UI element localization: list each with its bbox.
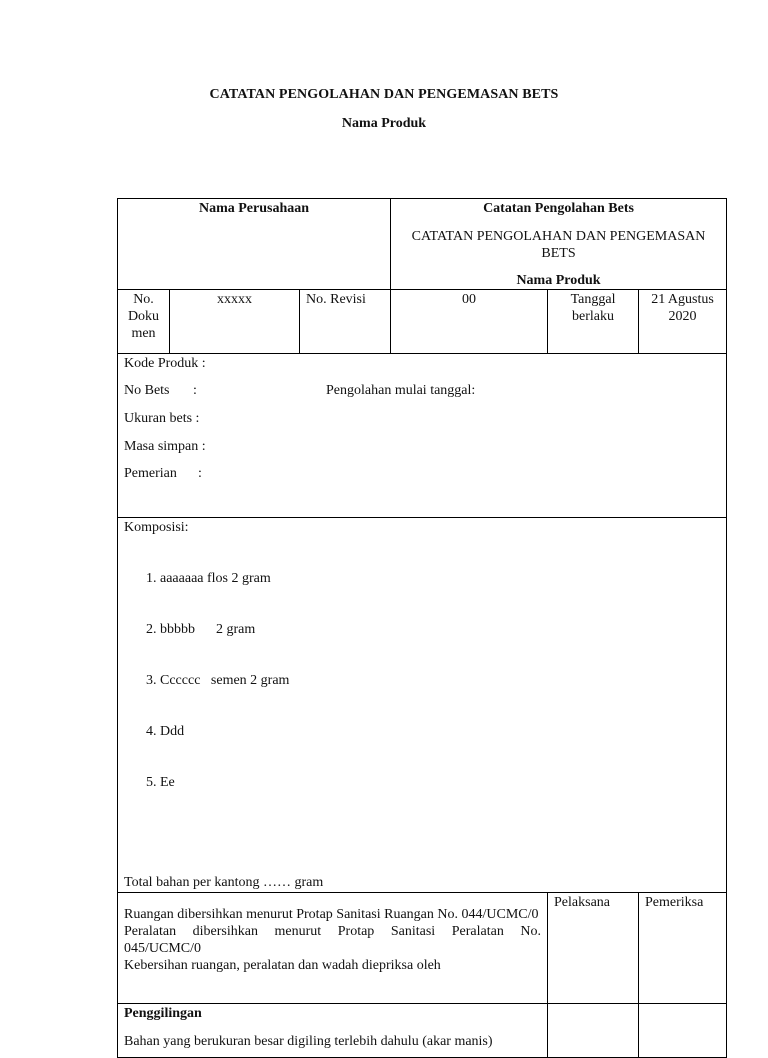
product-info-cell xyxy=(118,354,727,518)
revision-label-cell xyxy=(300,290,391,354)
product-info-row xyxy=(118,354,727,518)
cleanliness-check-text: Kebersihan ruangan, peralatan dan wadah diepriksa oleh xyxy=(124,958,441,973)
cleaning-text-cell xyxy=(118,893,548,1004)
composition-list xyxy=(124,536,720,825)
milling-row xyxy=(118,1004,727,1058)
effective-date-label-2: berlaku xyxy=(572,309,614,324)
milling-heading: Penggilingan xyxy=(124,1006,202,1021)
effective-date-value-2: 2020 xyxy=(668,309,697,324)
description-colon: : xyxy=(198,466,202,481)
revision-label: No. Revisi xyxy=(306,292,366,307)
doc-number-label-cell xyxy=(118,290,170,354)
description-label: Pemerian xyxy=(124,466,177,481)
composition-item: 5. Ee xyxy=(160,774,720,791)
effective-date-value-cell xyxy=(639,290,727,354)
batch-size-field: Ukuran bets : xyxy=(124,411,200,426)
effective-date-label-cell xyxy=(548,290,639,354)
composition-item: 2. bbbbb 2 gram xyxy=(160,621,720,638)
executor-label: Pelaksana xyxy=(554,895,610,910)
effective-date-value-1: 21 Agustus xyxy=(651,292,714,307)
batch-record-table xyxy=(117,198,727,1058)
composition-row xyxy=(118,518,727,893)
document-info-row xyxy=(118,290,727,354)
milling-text: Bahan yang berukuran besar digiling terlebih dahulu (akar manis) xyxy=(124,1034,493,1049)
total-material-field: Total bahan per kantong …… gram xyxy=(124,875,324,890)
shelf-life-field: Masa simpan : xyxy=(124,439,206,454)
doc-number-label-3: men xyxy=(131,326,156,341)
doc-number-label-1: No. xyxy=(133,292,154,307)
processing-start-date-field: Pengolahan mulai tanggal: xyxy=(326,383,476,398)
checker-cell xyxy=(639,893,727,1004)
composition-item: 3. Cccccc semen 2 gram xyxy=(160,672,720,689)
header-row xyxy=(118,199,727,290)
batch-number-line xyxy=(124,382,720,399)
milling-checker-cell xyxy=(639,1004,727,1058)
doc-number-value: xxxxx xyxy=(217,292,252,307)
document-title: CATATAN PENGOLAHAN DAN PENGEMASAN BETS xyxy=(209,87,559,102)
cleaning-row xyxy=(118,893,727,1004)
batch-number-label: No Bets xyxy=(124,383,170,398)
record-title-cell xyxy=(391,199,727,290)
description-line xyxy=(124,465,720,482)
checker-label: Pemeriksa xyxy=(645,895,704,910)
milling-cell xyxy=(118,1004,548,1058)
executor-cell xyxy=(548,893,639,1004)
record-product-name: Nama Produk xyxy=(516,273,601,288)
record-title: CATATAN PENGOLAHAN DAN PENGEMASAN BETS xyxy=(411,229,706,261)
batch-number-colon: : xyxy=(193,383,197,398)
milling-executor-cell xyxy=(548,1004,639,1058)
product-code-field: Kode Produk : xyxy=(124,356,206,371)
doc-number-value-cell xyxy=(170,290,300,354)
document-subtitle: Nama Produk xyxy=(341,116,427,131)
equipment-cleaning-text: Peralatan dibersihkan menurut Protap Sanitasi Peralatan No. 045/UCMC/0 xyxy=(124,924,542,956)
effective-date-label-1: Tanggal xyxy=(570,292,616,307)
composition-label: Komposisi: xyxy=(124,520,189,535)
record-label: Catatan Pengolahan Bets xyxy=(483,201,634,216)
doc-number-label-2: Doku xyxy=(127,309,160,324)
company-name-cell xyxy=(118,199,391,290)
room-cleaning-text: Ruangan dibersihkan menurut Protap Sanitasi Ruangan No. 044/UCMC/0 xyxy=(124,907,539,922)
composition-item: 1. aaaaaaa flos 2 gram xyxy=(160,570,720,587)
revision-value-cell xyxy=(391,290,548,354)
company-name-label: Nama Perusahaan xyxy=(198,201,310,216)
revision-value: 00 xyxy=(462,292,477,307)
composition-cell xyxy=(118,518,727,893)
composition-item: 4. Ddd xyxy=(160,723,720,740)
